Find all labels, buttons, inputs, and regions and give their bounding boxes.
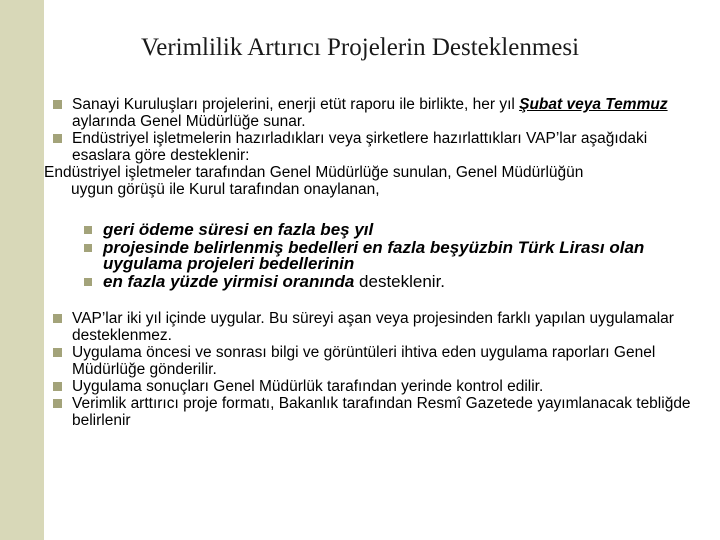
square-bullet-icon xyxy=(84,226,92,234)
bullet-item xyxy=(0,344,710,378)
square-bullet-icon xyxy=(53,399,62,408)
bullet-emphasis: Şubat veya Temmuz xyxy=(519,96,668,113)
bullet-item xyxy=(0,395,710,429)
square-bullet-icon xyxy=(53,348,62,357)
bullet-text: VAP’lar iki yıl içinde uygular. Bu süreyi aşan veya projesinden farklı yapılan uygulamalar desteklenmez. xyxy=(72,310,674,344)
square-bullet-icon xyxy=(53,382,62,391)
paragraph xyxy=(0,164,710,198)
sub-bullet-text: en fazla yüzde yirmisi oranında xyxy=(103,272,355,291)
bullet-item xyxy=(0,96,710,130)
bullet-text: Verimlik arttırıcı proje formatı, Bakanlık tarafından Resmî Gazetede yayımlanacak tebliğde belirlenir xyxy=(72,395,691,429)
bullet-text: aylarında Genel Müdürlüğe sunar. xyxy=(72,113,306,130)
bullet-text: Uygulama sonuçları Genel Müdürlük tarafından yerinde kontrol edilir. xyxy=(72,378,544,395)
paragraph-line: Endüstriyel işletmeler tarafından Genel Müdürlüğe sunulan, Genel Müdürlüğün xyxy=(44,164,584,181)
paragraph-line: uygun görüşü ile Kurul tarafından onaylanan, xyxy=(71,181,380,198)
sub-bullet-tail: desteklenir. xyxy=(354,272,446,291)
square-bullet-icon xyxy=(84,278,92,286)
sub-bullet-text: projesinde belirlenmiş bedelleri en fazla beşyüzbin Türk Lirası olan uygulama projeleri bedellerinin xyxy=(103,238,645,273)
sub-bullet-item xyxy=(0,240,710,272)
bullet-text: Endüstriyel işletmelerin hazırladıkları veya şirketlere hazırlattıkları VAP’lar aşağıdaki esaslara göre desteklenir: xyxy=(72,130,648,164)
slide-content xyxy=(0,96,710,429)
square-bullet-icon xyxy=(53,134,62,143)
slide-title: Verimlilik Artırıcı Projelerin Desteklenmesi xyxy=(140,34,580,61)
bullet-text: Uygulama öncesi ve sonrası bilgi ve görüntüleri ihtiva eden uygulama raporları Genel Müdürlüğe gönderilir. xyxy=(72,344,656,378)
sub-bullet-text: geri ödeme süresi en fazla beş yıl xyxy=(103,220,374,239)
square-bullet-icon xyxy=(53,314,62,323)
sub-bullet-item xyxy=(0,222,710,238)
square-bullet-icon xyxy=(84,244,92,252)
sub-bullet-item xyxy=(0,274,710,290)
bullet-item xyxy=(0,310,710,344)
bullet-item xyxy=(0,130,710,164)
bullet-item xyxy=(0,378,710,395)
bullet-text: Sanayi Kuruluşları projelerini, enerji etüt raporu ile birlikte, her yıl xyxy=(72,96,520,113)
square-bullet-icon xyxy=(53,100,62,109)
